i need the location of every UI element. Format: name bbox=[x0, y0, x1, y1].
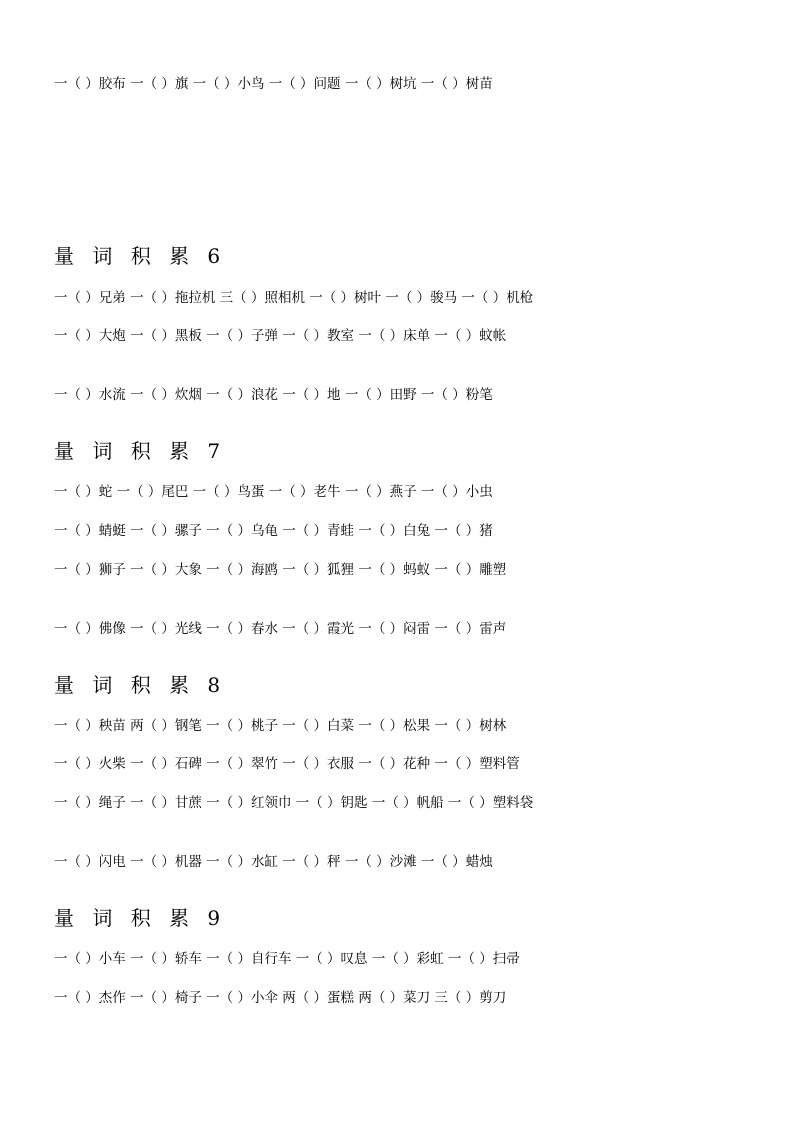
section-heading: 量 词 积 累 9 bbox=[54, 906, 227, 930]
exercise-line bbox=[54, 988, 740, 1008]
exercise-text: 一（ ）狮子 一（ ）大象 一（ ）海鸥 一（ ）狐狸 一（ ）蚂蚁 一（ ）雕塑 bbox=[54, 562, 507, 578]
exercise-text: 一（ ）水流 一（ ）炊烟 一（ ）浪花 一（ ）地 一（ ）田野 一（ ）粉笔 bbox=[54, 387, 493, 403]
exercise-line bbox=[54, 560, 740, 580]
exercise-text: 一（ ）大炮 一（ ）黑板 一（ ）子弹 一（ ）教室 一（ ）床单 一（ ）蚊帐 bbox=[54, 328, 507, 344]
exercise-text: 一（ ）兄弟 一（ ）拖拉机 三（ ）照相机 一（ ）树叶 一（ ）骏马 一（ ）机枪 bbox=[54, 290, 534, 306]
exercise-line bbox=[54, 716, 740, 736]
section-heading: 量 词 积 累 6 bbox=[54, 244, 227, 268]
exercise-line bbox=[54, 852, 740, 872]
section-heading: 量 词 积 累 8 bbox=[54, 673, 227, 697]
exercise-text: 一（ ）小车 一（ ）轿车 一（ ）自行车 一（ ）叹息 一（ ）彩虹 一（ ）扫帚 bbox=[54, 951, 520, 967]
exercise-text: 一（ ）闪电 一（ ）机器 一（ ）水缸 一（ ）秤 一（ ）沙滩 一（ ）蜡烛 bbox=[54, 854, 493, 870]
exercise-text: 一（ ）杰作 一（ ）椅子 一（ ）小伞 两（ ）蛋糕 两（ ）菜刀 三（ ）剪刀 bbox=[54, 990, 507, 1006]
exercise-text: 一（ ）火柴 一（ ）石碑 一（ ）翠竹 一（ ）衣服 一（ ）花种 一（ ）塑料管 bbox=[54, 756, 520, 772]
exercise-line bbox=[54, 482, 740, 502]
exercise-text: 一（ ）蜻蜓 一（ ）骡子 一（ ）乌龟 一（ ）青蛙 一（ ）白兔 一（ ）猪 bbox=[54, 523, 493, 539]
exercise-text: 一（ ）佛像 一（ ）光线 一（ ）春水 一（ ）霞光 一（ ）闷雷 一（ ）雷声 bbox=[54, 621, 507, 637]
exercise-line bbox=[54, 288, 740, 308]
exercise-line bbox=[54, 521, 740, 541]
exercise-line bbox=[54, 619, 740, 639]
exercise-line bbox=[54, 326, 740, 346]
section-heading: 量 词 积 累 7 bbox=[54, 439, 227, 463]
exercise-text: 一（ ）胶布 一（ ）旗 一（ ）小鸟 一（ ）问题 一（ ）树坑 一（ ）树苗 bbox=[54, 76, 493, 92]
exercise-text: 一（ ）绳子 一（ ）甘蔗 一（ ）红领巾 一（ ）钥匙 一（ ）帆船 一（ ）塑料袋 bbox=[54, 795, 534, 811]
exercise-line bbox=[54, 949, 740, 969]
exercise-line bbox=[54, 385, 740, 405]
exercise-text: 一（ ）秧苗 两（ ）钢笔 一（ ）桃子 一（ ）白菜 一（ ）松果 一（ ）树林 bbox=[54, 718, 507, 734]
exercise-line bbox=[54, 74, 740, 94]
exercise-line bbox=[54, 754, 740, 774]
exercise-text: 一（ ）蛇 一（ ）尾巴 一（ ）鸟蛋 一（ ）老牛 一（ ）燕子 一（ ）小虫 bbox=[54, 484, 493, 500]
exercise-line bbox=[54, 793, 740, 813]
